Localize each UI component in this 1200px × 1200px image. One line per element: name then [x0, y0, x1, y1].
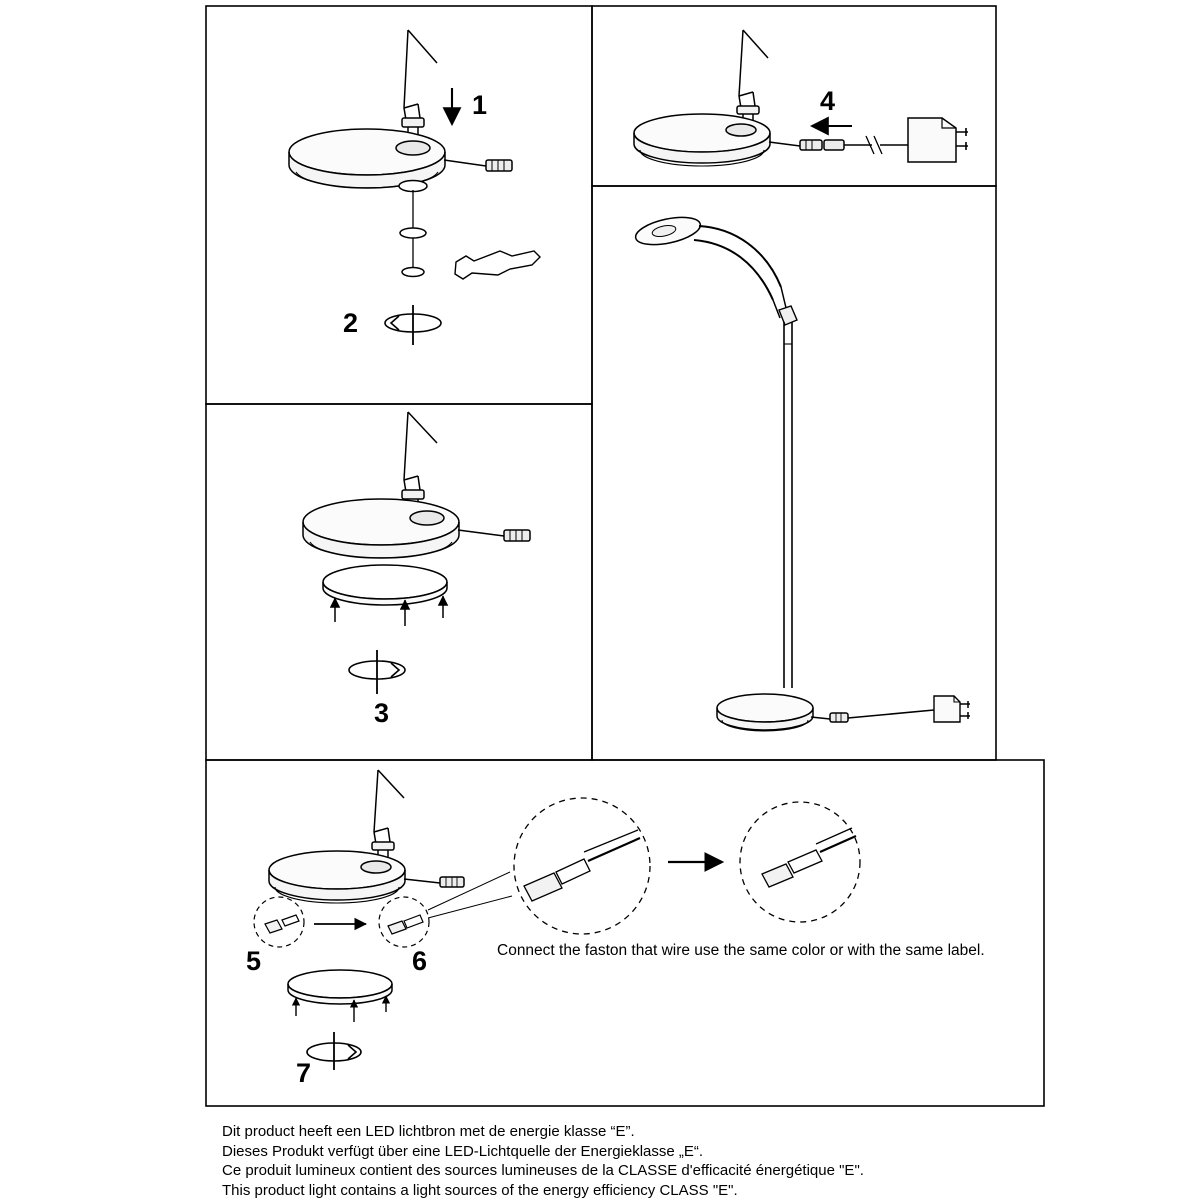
footer-line-de: Dieses Produkt verfügt über eine LED-Lichtquelle der Energieklasse „E“. — [222, 1142, 704, 1160]
footer-notes — [222, 1122, 1182, 1200]
step-label-4: 4 — [820, 86, 836, 116]
panel4-art — [633, 212, 970, 731]
step-label-1: 1 — [472, 90, 488, 120]
footer-line-en: This product light contains a light sources of the energy efficiency CLASS "E". — [222, 1181, 738, 1199]
panel3-art — [634, 30, 968, 166]
panel1-art — [289, 30, 540, 345]
panel5-art — [254, 770, 860, 1070]
step-label-2: 2 — [343, 308, 359, 338]
faston-note: Connect the faston that wire use the same color or with the same label. — [497, 942, 985, 959]
step-label-6: 6 — [412, 946, 428, 976]
step-label-5: 5 — [246, 946, 262, 976]
panel2-art — [303, 412, 530, 694]
footer-line-fr: Ce produit lumineux contient des sources lumineuses de la CLASSE d'efficacité énergétique "E". — [222, 1162, 864, 1179]
step-label-7: 7 — [296, 1058, 312, 1088]
footer-line-nl: Dit product heeft een LED lichtbron met de energie klasse “E”. — [222, 1123, 635, 1140]
step-label-3: 3 — [374, 698, 390, 728]
